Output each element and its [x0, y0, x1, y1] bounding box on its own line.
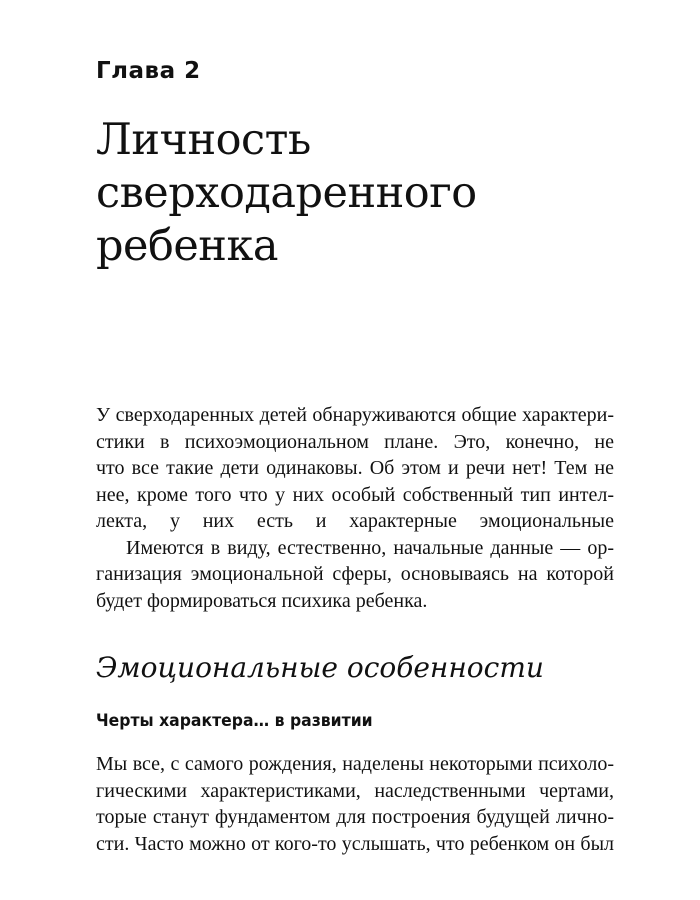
text-line: лекта, у них есть и характерные эмоциональные: [96, 510, 614, 532]
text-line: гическими характеристиками, наследственными чертами,: [96, 779, 614, 802]
intro-text: [96, 402, 614, 614]
book-page: [96, 0, 614, 900]
text-line: что все такие дети одинаковы. Об этом и речи нет! Тем не: [96, 457, 614, 479]
text-line: У сверходаренных детей обнаруживаются общие характери-: [96, 404, 614, 426]
subsection-heading: Черты характера… в развитии: [96, 711, 373, 731]
text-line: сти. Часто можно от кого-то услышать, что ребенком он был: [96, 832, 614, 855]
text-line: стики в психоэмоциональном плане. Это, конечно, не: [96, 430, 614, 453]
chapter-label: Глава 2: [96, 58, 201, 84]
chapter-title-line: Личность: [96, 115, 311, 165]
section-text: [96, 751, 614, 857]
text-line: Мы все, с самого рождения, наделены некоторыми психоло-: [96, 753, 614, 775]
chapter-title-line: сверходаренного: [96, 168, 477, 218]
text-line: торые станут фундаментом для построения будущей лично-: [96, 806, 614, 828]
text-line: Имеются в виду, естественно, начальные данные — ор-: [126, 536, 614, 559]
section-heading: Эмоциональные особенности: [96, 651, 544, 684]
chapter-title-line: ребенка: [96, 221, 278, 271]
text-line: ганизация эмоциональной сферы, основываясь на которой: [96, 563, 614, 585]
text-line: нее, кроме того что у них особый собственный тип интел-: [96, 483, 614, 506]
text-line: будет формироваться психика ребенка.: [96, 589, 428, 612]
chapter-title: [96, 114, 477, 273]
